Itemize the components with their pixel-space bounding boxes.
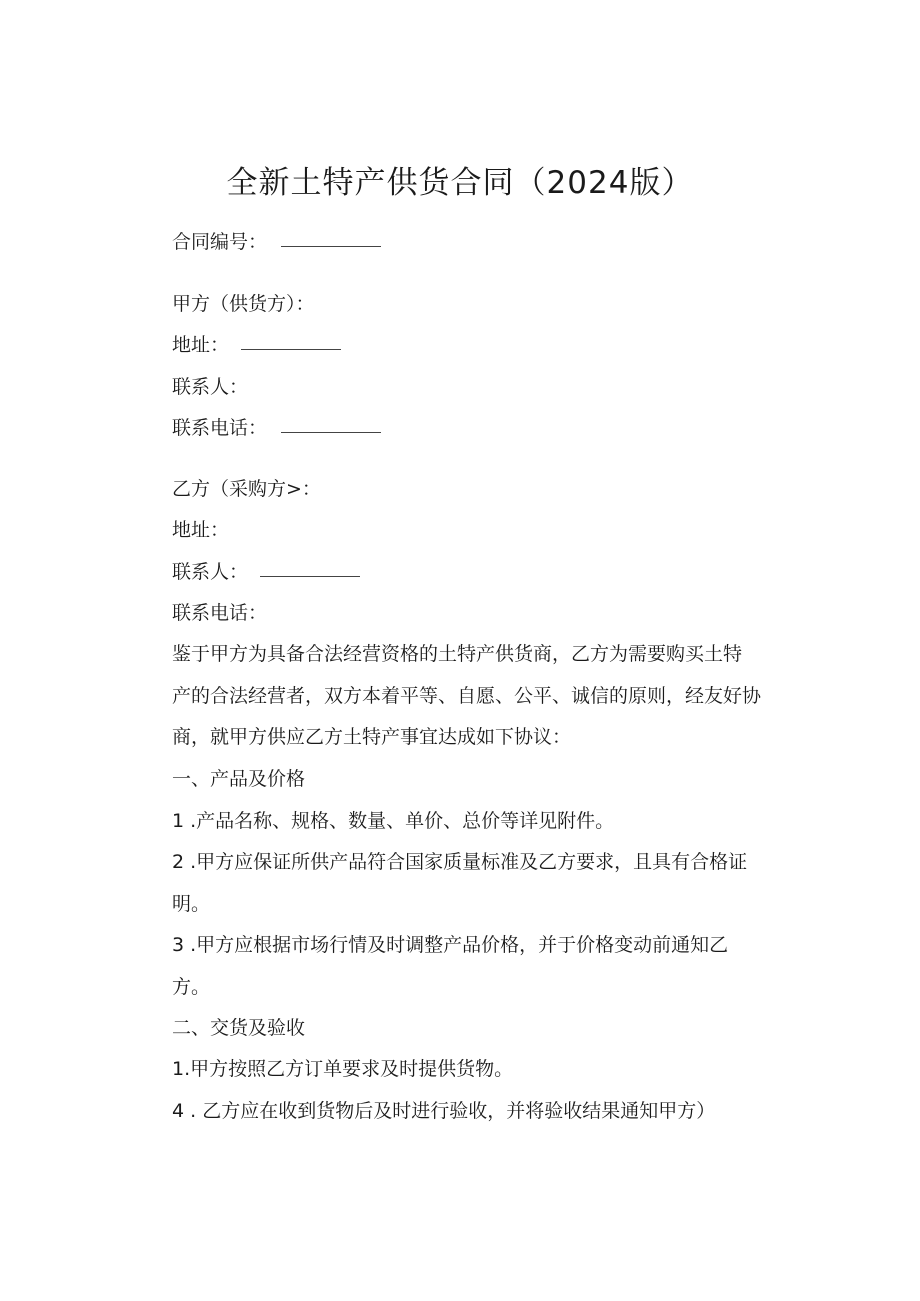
party-b-contact-blank (260, 575, 360, 577)
section-2-item-1: 1.甲方按照乙方订单要求及时提供货物。 (172, 1058, 514, 1080)
section-1-item-3-line-1: 3 .甲方应根据市场行情及时调整产品价格，并于价格变动前通知乙 (172, 934, 729, 956)
contract-no-row (172, 229, 381, 255)
party-b-contact-row (172, 559, 360, 585)
preamble-line-2: 产的合法经营者，双方本着平等、自愿、公平、诚信的原则，经友好协 (172, 685, 762, 707)
party-a-phone-blank (281, 431, 381, 433)
party-a-address-label: 地址： (172, 334, 230, 356)
section-1-item-2-line-2: 明。 (172, 893, 211, 915)
section-1-heading: 一、产品及价格 (172, 768, 306, 790)
party-b-phone-label: 联系电话： (172, 602, 268, 624)
party-a-phone-label: 联系电话： (172, 417, 268, 439)
section-1-item-1: 1 .产品名称、规格、数量、单价、总价等详见附件。 (172, 810, 615, 832)
party-a-label: 甲方（供货方）： (172, 293, 315, 315)
section-1-item-2-line-1: 2 .甲方应保证所供产品符合国家质量标准及乙方要求，且具有合格证 (172, 851, 748, 873)
preamble-line-1: 鉴于甲方为具备合法经营资格的土特产供货商，乙方为需要购买土特 (172, 643, 743, 665)
party-a-contact-label: 联系人： (172, 376, 249, 398)
party-b-address-label: 地址： (172, 519, 230, 541)
party-b-label: 乙方（采购方>： (172, 478, 321, 500)
contract-no-blank (281, 245, 381, 247)
section-2-item-2: 4 . 乙方应在收到货物后及时进行验收，并将验收结果通知甲方） (172, 1100, 716, 1122)
section-1-item-3-line-2: 方。 (172, 976, 211, 998)
party-a-address-blank (241, 348, 341, 350)
party-a-phone-row (172, 415, 381, 441)
contract-no-label: 合同编号： (172, 231, 268, 253)
preamble-line-3: 商，就甲方供应乙方土特产事宜达成如下协议： (172, 726, 572, 748)
document-title: 全新土特产供货合同（2024版） (226, 165, 694, 201)
party-a-address-row (172, 332, 341, 358)
party-b-contact-label: 联系人： (172, 561, 249, 583)
section-2-heading: 二、交货及验收 (172, 1017, 306, 1039)
